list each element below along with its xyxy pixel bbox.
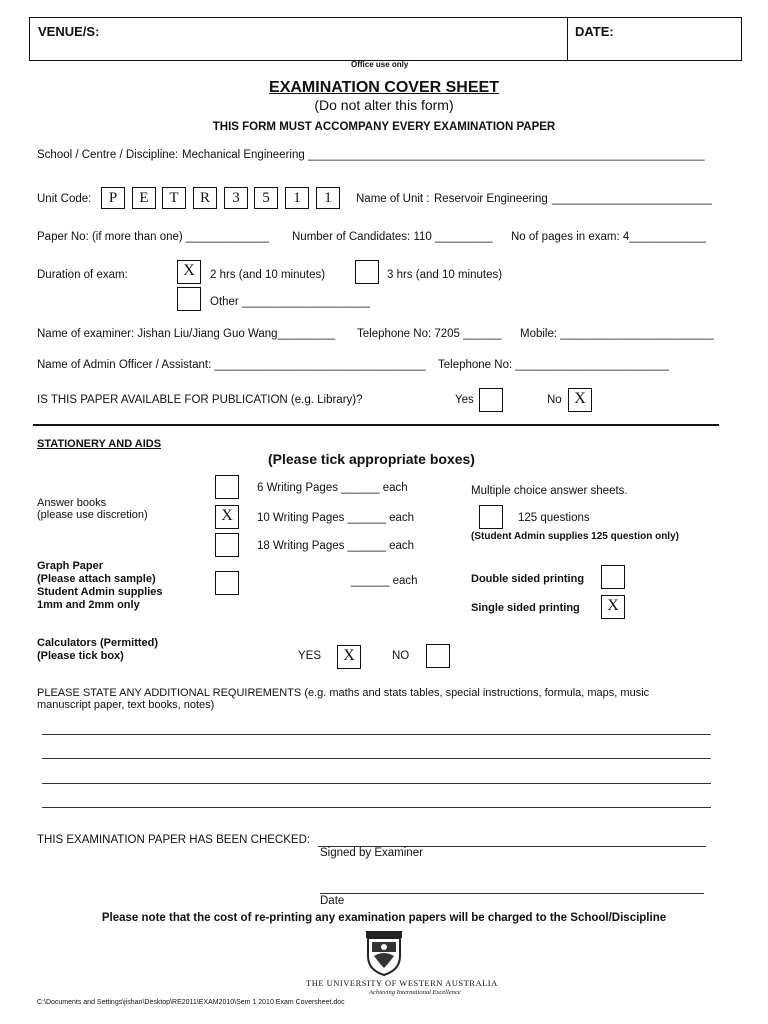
discretion-label: (please use discretion) <box>37 509 148 521</box>
calc-yes-checkbox[interactable]: X <box>337 645 361 669</box>
unit-code-char-box[interactable]: 1 <box>285 187 309 209</box>
unit-code-char-box[interactable]: T <box>162 187 186 209</box>
pages6-label: 6 Writing Pages ______ each <box>257 482 408 494</box>
duration-2hrs-label: 2 hrs (and 10 minutes) <box>210 269 326 281</box>
duration-3hrs-checkbox[interactable] <box>355 260 379 284</box>
unit-name-line: _________________________ <box>552 193 712 205</box>
requirement-line[interactable] <box>42 758 711 759</box>
date-line[interactable] <box>320 893 704 894</box>
double-sided-label: Double sided printing <box>471 573 585 585</box>
graph-sizes-label: 1mm and 2mm only <box>37 599 140 611</box>
publication-no-label: No <box>547 394 562 406</box>
pages10-checkbox[interactable]: X <box>215 505 239 529</box>
signed-by-label: Signed by Examiner <box>320 847 423 859</box>
checked-label: THIS EXAMINATION PAPER HAS BEEN CHECKED: <box>37 834 311 846</box>
office-use-label: Office use only <box>351 60 409 69</box>
mc-questions-checkbox[interactable] <box>479 505 503 529</box>
candidates: Number of Candidates: 110 _________ <box>292 231 493 243</box>
unit-code-char-box[interactable]: E <box>132 187 156 209</box>
publication-question: IS THIS PAPER AVAILABLE FOR PUBLICATION (e.g. Library)? <box>37 394 363 406</box>
unit-code-char-box[interactable]: 1 <box>316 187 340 209</box>
admin-phone: Telephone No: ________________________ <box>438 359 669 371</box>
paper-no: Paper No: (if more than one) _____________ <box>37 231 270 243</box>
single-sided-checkbox[interactable]: X <box>601 595 625 619</box>
publication-yes-label: Yes <box>455 394 474 406</box>
mc-label: Multiple choice answer sheets. <box>471 485 628 497</box>
calculators-tick-label: (Please tick box) <box>37 650 124 662</box>
duration-2hrs-checkbox[interactable]: X <box>177 260 201 284</box>
duration-other-label: Other ____________________ <box>210 296 370 308</box>
section-divider <box>33 424 719 426</box>
answer-books-label: Answer books <box>37 497 107 509</box>
graph-paper-checkbox[interactable] <box>215 571 239 595</box>
graph-each-label: ______ each <box>351 575 418 587</box>
publication-yes-checkbox[interactable] <box>479 388 503 412</box>
school-value: Mechanical Engineering <box>182 149 305 161</box>
unit-name-value: Reservoir Engineering <box>434 193 548 205</box>
page-subtitle: (Do not alter this form) <box>314 97 454 113</box>
date-sign-label: Date <box>320 895 345 907</box>
university-motto: Achieving International Excellence <box>369 989 461 996</box>
pages10-label: 10 Writing Pages ______ each <box>257 512 415 524</box>
requirement-line[interactable] <box>42 783 711 784</box>
pages18-checkbox[interactable] <box>215 533 239 557</box>
graph-supplies-label: Student Admin supplies <box>37 586 163 598</box>
duration-3hrs-label: 3 hrs (and 10 minutes) <box>387 269 503 281</box>
unit-code-char-box[interactable]: P <box>101 187 125 209</box>
calc-yes-label: YES <box>298 650 322 662</box>
page-title: EXAMINATION COVER SHEET <box>269 79 499 96</box>
university-name: THE UNIVERSITY OF WESTERN AUSTRALIA <box>306 978 498 988</box>
graph-attach-label: (Please attach sample) <box>37 573 156 585</box>
pages-in-exam: No of pages in exam: 4____________ <box>511 231 707 243</box>
admin-name: Name of Admin Officer / Assistant: _________________________________ <box>37 359 426 371</box>
examiner-name: Name of examiner: Jishan Liu/Jiang Guo Wang_________ <box>37 328 336 340</box>
calculators-label: Calculators (Permitted) <box>37 637 159 649</box>
unit-name-label: Name of Unit : <box>356 193 430 205</box>
mc-note: (Student Admin supplies 125 question only) <box>471 531 679 542</box>
venue-label: VENUE/S: <box>38 24 100 39</box>
requirement-line[interactable] <box>42 734 711 735</box>
footer-file-path: C:\Documents and Settings\jishan\Desktop\RE2011\EXAM2010\Sem 1 2010 Exam Coversheet.doc <box>37 999 345 1006</box>
unit-code-char-box[interactable]: 3 <box>224 187 248 209</box>
examiner-phone: Telephone No: 7205 ______ <box>357 328 502 340</box>
single-sided-label: Single sided printing <box>471 602 580 614</box>
duration-label: Duration of exam: <box>37 269 128 281</box>
header-box <box>29 17 742 61</box>
additional-line2: manuscript paper, text books, notes) <box>37 699 215 711</box>
university-crest <box>364 930 404 976</box>
reprint-note: Please note that the cost of re-printing any examination papers will be charged to the School/Discipline <box>101 912 667 924</box>
duration-other-checkbox[interactable] <box>177 287 201 311</box>
stationery-heading: STATIONERY AND AIDS <box>37 438 162 450</box>
calc-no-label: NO <box>392 650 410 662</box>
mc-questions-label: 125 questions <box>518 512 590 524</box>
unit-code-char-box[interactable]: R <box>193 187 217 209</box>
calc-no-checkbox[interactable] <box>426 644 450 668</box>
must-accompany: THIS FORM MUST ACCOMPANY EVERY EXAMINATION PAPER <box>212 121 556 133</box>
school-line: ______________________________________________________________ <box>308 149 705 161</box>
publication-no-checkbox[interactable]: X <box>568 388 592 412</box>
pages18-label: 18 Writing Pages ______ each <box>257 540 415 552</box>
unit-code-char-box[interactable]: 5 <box>254 187 278 209</box>
date-label: DATE: <box>575 24 614 39</box>
tick-note: (Please tick appropriate boxes) <box>268 451 475 467</box>
double-sided-checkbox[interactable] <box>601 565 625 589</box>
pages6-checkbox[interactable] <box>215 475 239 499</box>
requirement-line[interactable] <box>42 807 711 808</box>
header-divider <box>567 18 568 60</box>
school-label: School / Centre / Discipline: <box>37 149 179 161</box>
graph-paper-label: Graph Paper <box>37 560 104 572</box>
examiner-mobile: Mobile: ________________________ <box>520 328 714 340</box>
unit-code-label: Unit Code: <box>37 193 92 205</box>
additional-line1: PLEASE STATE ANY ADDITIONAL REQUIREMENTS (e.g. maths and stats tables, special instructions, formula, maps, music <box>37 687 650 699</box>
